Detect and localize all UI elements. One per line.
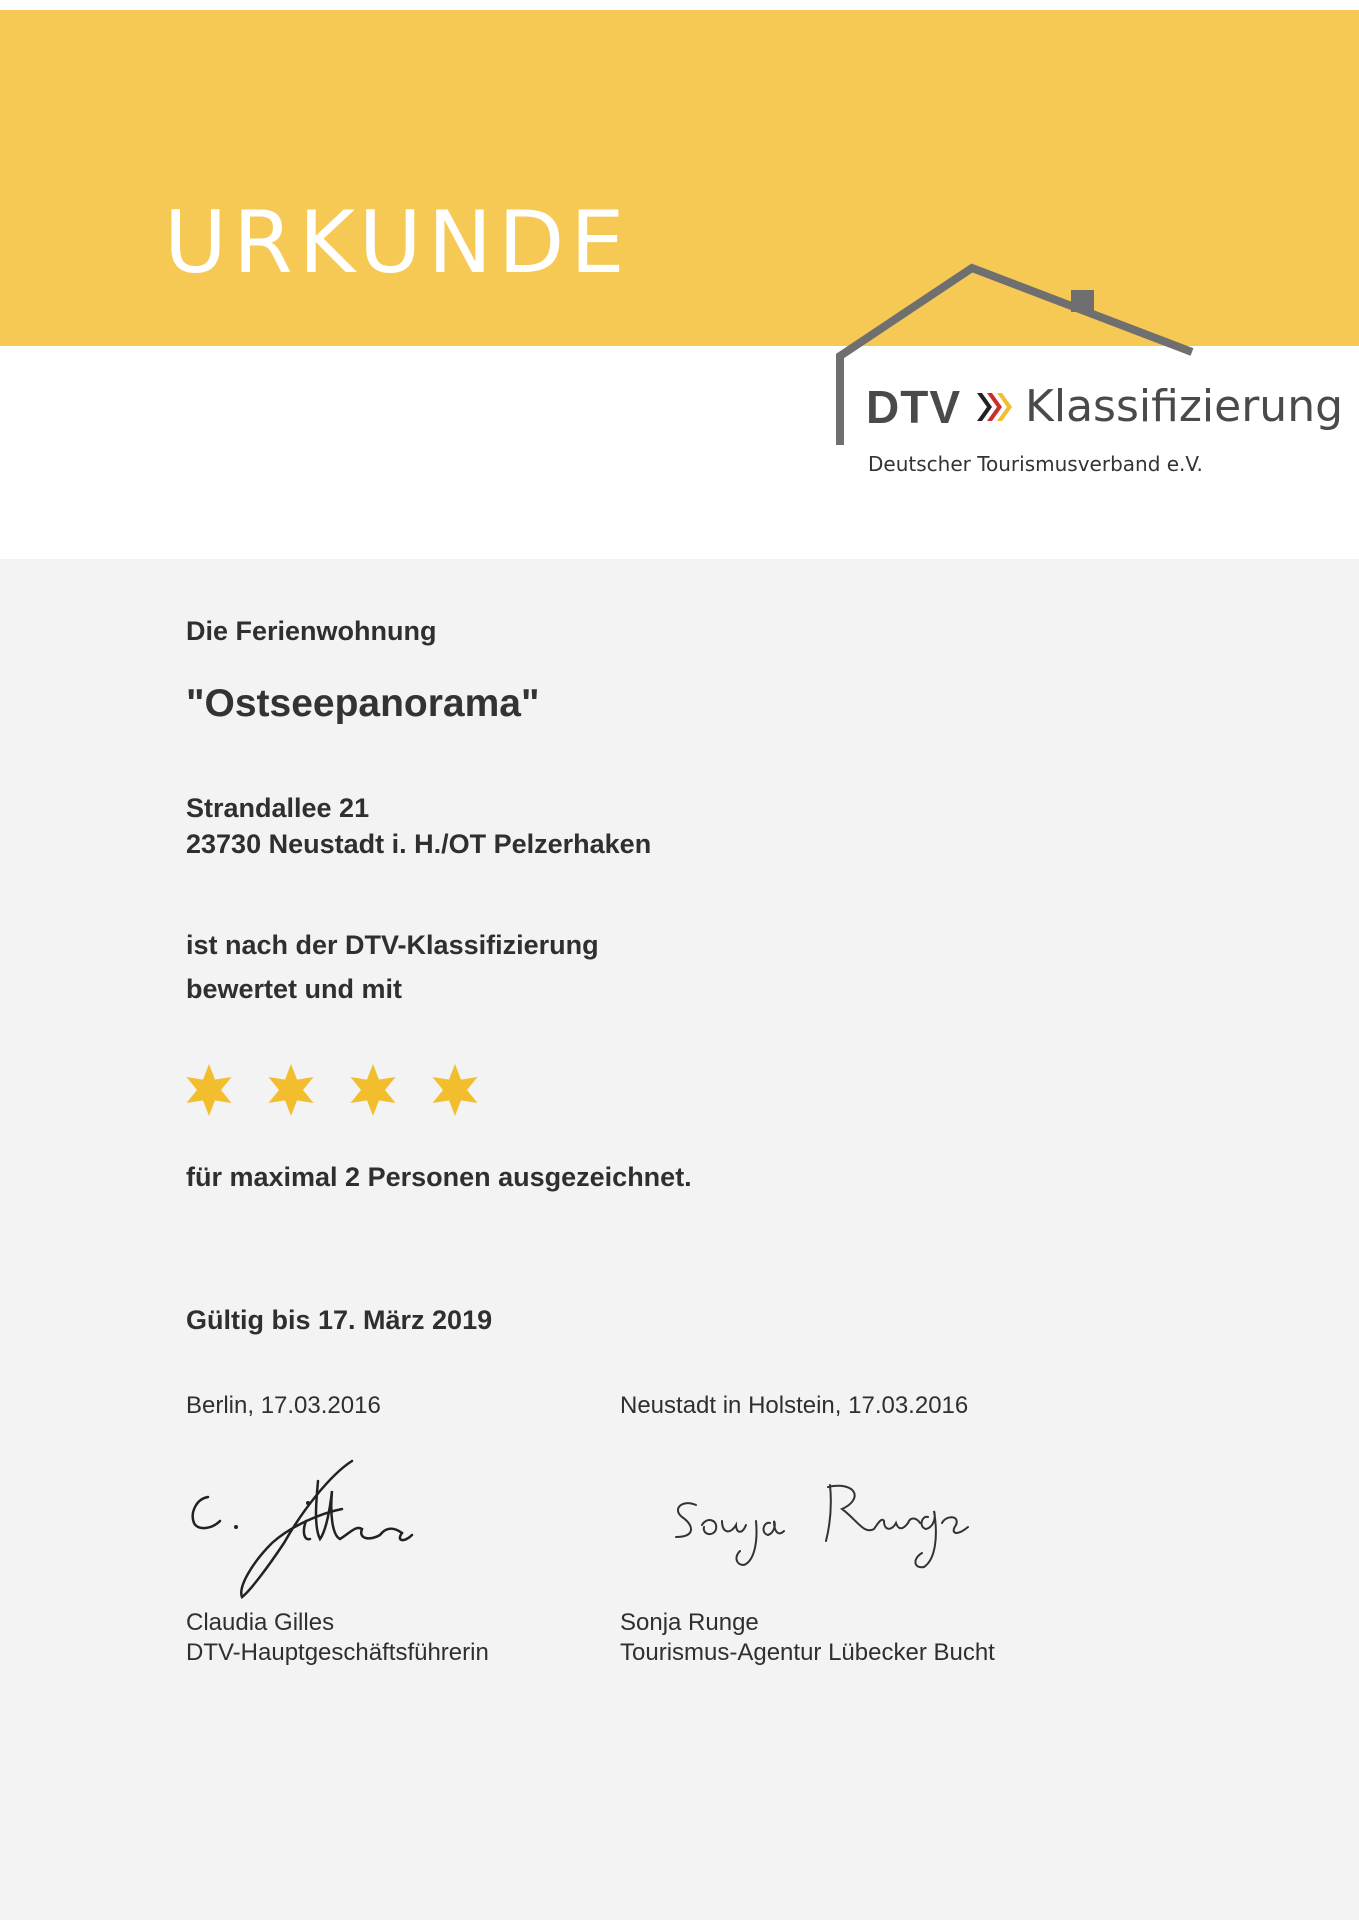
left-signatory-name: Claudia Gilles <box>186 1609 335 1636</box>
star-icon <box>266 1062 316 1118</box>
rated-line-2: bewertet und mit <box>186 974 403 1004</box>
star-icon <box>430 1062 480 1118</box>
dtv-logo <box>866 381 1344 433</box>
certificate-body <box>0 559 1359 1920</box>
banner-top-edge <box>0 0 1359 10</box>
star-icon <box>348 1062 398 1118</box>
right-signatory-role: Tourismus-Agentur Lübecker Bucht <box>620 1639 995 1666</box>
valid-until: Gültig bis 17. März 2019 <box>186 1305 493 1335</box>
rated-line-1: ist nach der DTV-Klassifizierung <box>186 930 599 960</box>
star-rating <box>184 1062 480 1118</box>
signature-gilles-image <box>180 1455 480 1605</box>
signature-runge-image <box>660 1465 980 1585</box>
address-city: 23730 Neustadt i. H./OT Pelzerhaken <box>186 829 652 859</box>
logo-klassifizierung-text: Klassifizierung <box>1025 381 1344 432</box>
document-title: URKUNDE <box>164 193 631 293</box>
right-signatory-name: Sonja Runge <box>620 1609 759 1636</box>
right-place-date: Neustadt in Holstein, 17.03.2016 <box>620 1392 969 1419</box>
header-banner <box>0 0 1359 346</box>
intro-text: Die Ferienwohnung <box>186 616 437 646</box>
left-signatory-role: DTV-Hauptgeschäftsführerin <box>186 1639 489 1666</box>
logo-subtitle: Deutscher Tourismusverband e.V. <box>868 452 1203 476</box>
chevrons-icon <box>975 387 1015 427</box>
property-name: "Ostseepanorama" <box>186 682 540 725</box>
star-icon <box>184 1062 234 1118</box>
logo-dtv-text: DTV <box>866 381 961 433</box>
left-place-date: Berlin, 17.03.2016 <box>186 1392 381 1419</box>
awarded-text: für maximal 2 Personen ausgezeichnet. <box>186 1162 692 1192</box>
address-street: Strandallee 21 <box>186 793 370 823</box>
